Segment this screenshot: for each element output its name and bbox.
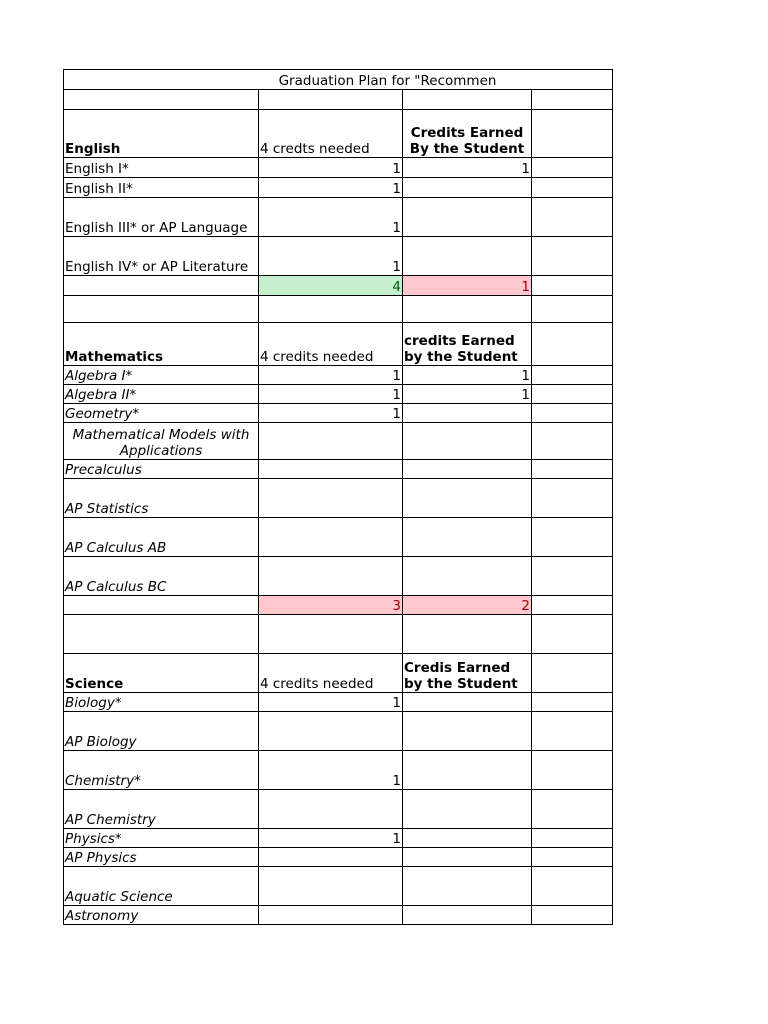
english-total-needed[interactable]: 4 xyxy=(259,276,403,296)
course-name[interactable]: AP Calculus AB xyxy=(64,518,259,557)
credits-earned[interactable] xyxy=(403,867,532,906)
credits-earned[interactable] xyxy=(403,423,532,460)
credits-needed[interactable] xyxy=(259,557,403,596)
credits-needed[interactable] xyxy=(259,867,403,906)
table-row xyxy=(64,237,613,276)
credits-needed[interactable] xyxy=(259,790,403,829)
course-name[interactable]: Algebra II* xyxy=(64,385,259,404)
cell[interactable] xyxy=(403,615,532,654)
credits-needed[interactable]: 1 xyxy=(259,198,403,237)
credits-needed[interactable]: 1 xyxy=(259,237,403,276)
course-name[interactable]: Precalculus xyxy=(64,460,259,479)
cell[interactable] xyxy=(532,198,613,237)
credits-needed[interactable]: 1 xyxy=(259,829,403,848)
credits-needed[interactable] xyxy=(259,712,403,751)
cell[interactable] xyxy=(532,237,613,276)
credits-earned[interactable] xyxy=(403,518,532,557)
table-row xyxy=(64,751,613,790)
cell[interactable] xyxy=(532,110,613,158)
course-name[interactable]: Astronomy xyxy=(64,906,259,925)
credits-needed[interactable] xyxy=(259,848,403,867)
credits-needed[interactable] xyxy=(259,906,403,925)
title-row xyxy=(64,70,613,90)
table-row xyxy=(64,518,613,557)
credits-earned[interactable] xyxy=(403,557,532,596)
table-row xyxy=(64,158,613,178)
credits-earned[interactable] xyxy=(403,790,532,829)
table-row xyxy=(64,906,613,925)
cell[interactable] xyxy=(64,596,259,615)
cell[interactable] xyxy=(532,848,613,867)
credits-earned[interactable] xyxy=(403,237,532,276)
credits-earned[interactable] xyxy=(403,712,532,751)
cell[interactable] xyxy=(532,518,613,557)
table-row xyxy=(64,385,613,404)
credits-needed[interactable] xyxy=(259,479,403,518)
credits-earned[interactable] xyxy=(403,848,532,867)
science-heading[interactable]: Science xyxy=(64,654,259,693)
credits-earned[interactable] xyxy=(403,404,532,423)
cell[interactable] xyxy=(532,829,613,848)
english-earned-header[interactable]: Credits Earned By the Student xyxy=(403,110,532,158)
cell[interactable] xyxy=(532,790,613,829)
english-header-row xyxy=(64,110,613,158)
cell[interactable] xyxy=(532,479,613,518)
cell[interactable] xyxy=(64,276,259,296)
course-name[interactable]: English II* xyxy=(64,178,259,198)
sheet-title[interactable]: Graduation Plan for "Recommen xyxy=(64,70,613,90)
blank-row xyxy=(64,296,613,323)
course-name[interactable]: AP Calculus BC xyxy=(64,557,259,596)
cell[interactable] xyxy=(64,90,259,110)
table-row xyxy=(64,557,613,596)
blank-row xyxy=(64,90,613,110)
table-row xyxy=(64,867,613,906)
cell[interactable] xyxy=(259,615,403,654)
course-name[interactable]: Aquatic Science xyxy=(64,867,259,906)
cell[interactable] xyxy=(532,615,613,654)
table-row xyxy=(64,479,613,518)
table-row xyxy=(64,712,613,751)
science-needed-header[interactable]: 4 credits needed xyxy=(259,654,403,693)
cell[interactable] xyxy=(532,751,613,790)
cell[interactable] xyxy=(532,404,613,423)
math-total-earned[interactable]: 2 xyxy=(403,596,532,615)
course-name[interactable]: Mathematical Models with Applications xyxy=(64,423,259,460)
science-earned-header[interactable]: Credis Earned by the Student xyxy=(403,654,532,693)
cell[interactable] xyxy=(532,596,613,615)
credits-earned[interactable] xyxy=(403,693,532,712)
cell[interactable] xyxy=(64,615,259,654)
table-row xyxy=(64,198,613,237)
course-name[interactable]: Algebra I* xyxy=(64,366,259,385)
credits-earned[interactable] xyxy=(403,460,532,479)
course-name[interactable]: English III* or AP Language xyxy=(64,198,259,237)
math-needed-header[interactable]: 4 credits needed xyxy=(259,323,403,366)
table-row xyxy=(64,693,613,712)
math-earned-header[interactable]: credits Earned by the Student xyxy=(403,323,532,366)
cell[interactable] xyxy=(532,867,613,906)
cell[interactable] xyxy=(532,296,613,323)
table-row xyxy=(64,829,613,848)
math-total-row xyxy=(64,596,613,615)
english-heading[interactable]: English xyxy=(64,110,259,158)
cell[interactable] xyxy=(532,276,613,296)
cell[interactable] xyxy=(532,385,613,404)
course-name[interactable]: AP Chemistry xyxy=(64,790,259,829)
blank-row xyxy=(64,615,613,654)
cell[interactable] xyxy=(532,423,613,460)
table-row xyxy=(64,790,613,829)
table-row xyxy=(64,404,613,423)
cell[interactable] xyxy=(532,712,613,751)
credits-needed[interactable]: 1 xyxy=(259,751,403,790)
course-name[interactable]: Biology* xyxy=(64,693,259,712)
table-row xyxy=(64,423,613,460)
credits-earned[interactable] xyxy=(403,751,532,790)
credits-needed[interactable]: 1 xyxy=(259,404,403,423)
credits-earned[interactable] xyxy=(403,198,532,237)
cell[interactable] xyxy=(532,90,613,110)
cell[interactable] xyxy=(532,557,613,596)
math-header-row xyxy=(64,323,613,366)
cell[interactable] xyxy=(403,296,532,323)
cell[interactable] xyxy=(403,90,532,110)
course-name[interactable]: Geometry* xyxy=(64,404,259,423)
credits-earned[interactable] xyxy=(403,906,532,925)
course-name[interactable]: Chemistry* xyxy=(64,751,259,790)
english-total-row xyxy=(64,276,613,296)
cell[interactable] xyxy=(532,323,613,366)
table-row xyxy=(64,460,613,479)
cell[interactable] xyxy=(259,296,403,323)
math-heading[interactable]: Mathematics xyxy=(64,323,259,366)
math-total-needed[interactable]: 3 xyxy=(259,596,403,615)
credits-needed[interactable]: 1 xyxy=(259,385,403,404)
english-total-earned[interactable]: 1 xyxy=(403,276,532,296)
credits-needed[interactable]: 1 xyxy=(259,366,403,385)
cell[interactable] xyxy=(532,158,613,178)
course-name[interactable]: English I* xyxy=(64,158,259,178)
cell[interactable] xyxy=(532,178,613,198)
course-name[interactable]: AP Biology xyxy=(64,712,259,751)
credits-earned[interactable] xyxy=(403,479,532,518)
cell[interactable] xyxy=(64,296,259,323)
cell[interactable] xyxy=(532,654,613,693)
cell[interactable] xyxy=(532,366,613,385)
course-name[interactable]: AP Statistics xyxy=(64,479,259,518)
credits-needed[interactable] xyxy=(259,423,403,460)
table-row xyxy=(64,848,613,867)
credits-needed[interactable]: 1 xyxy=(259,158,403,178)
course-name[interactable]: English IV* or AP Literature xyxy=(64,237,259,276)
cell[interactable] xyxy=(532,460,613,479)
course-name[interactable]: Physics* xyxy=(64,829,259,848)
cell[interactable] xyxy=(259,90,403,110)
credits-needed[interactable]: 1 xyxy=(259,693,403,712)
science-header-row xyxy=(64,654,613,693)
credits-needed[interactable] xyxy=(259,460,403,479)
course-name[interactable]: AP Physics xyxy=(64,848,259,867)
cell[interactable] xyxy=(532,906,613,925)
credits-earned[interactable]: 1 xyxy=(403,158,532,178)
english-needed-header[interactable]: 4 credts needed xyxy=(259,110,403,158)
table-row xyxy=(64,178,613,198)
credits-earned[interactable] xyxy=(403,829,532,848)
credits-needed[interactable]: 1 xyxy=(259,178,403,198)
cell[interactable] xyxy=(532,693,613,712)
credits-earned[interactable]: 1 xyxy=(403,366,532,385)
credits-earned[interactable]: 1 xyxy=(403,385,532,404)
graduation-plan-table xyxy=(63,69,613,925)
table-row xyxy=(64,366,613,385)
credits-earned[interactable] xyxy=(403,178,532,198)
credits-needed[interactable] xyxy=(259,518,403,557)
